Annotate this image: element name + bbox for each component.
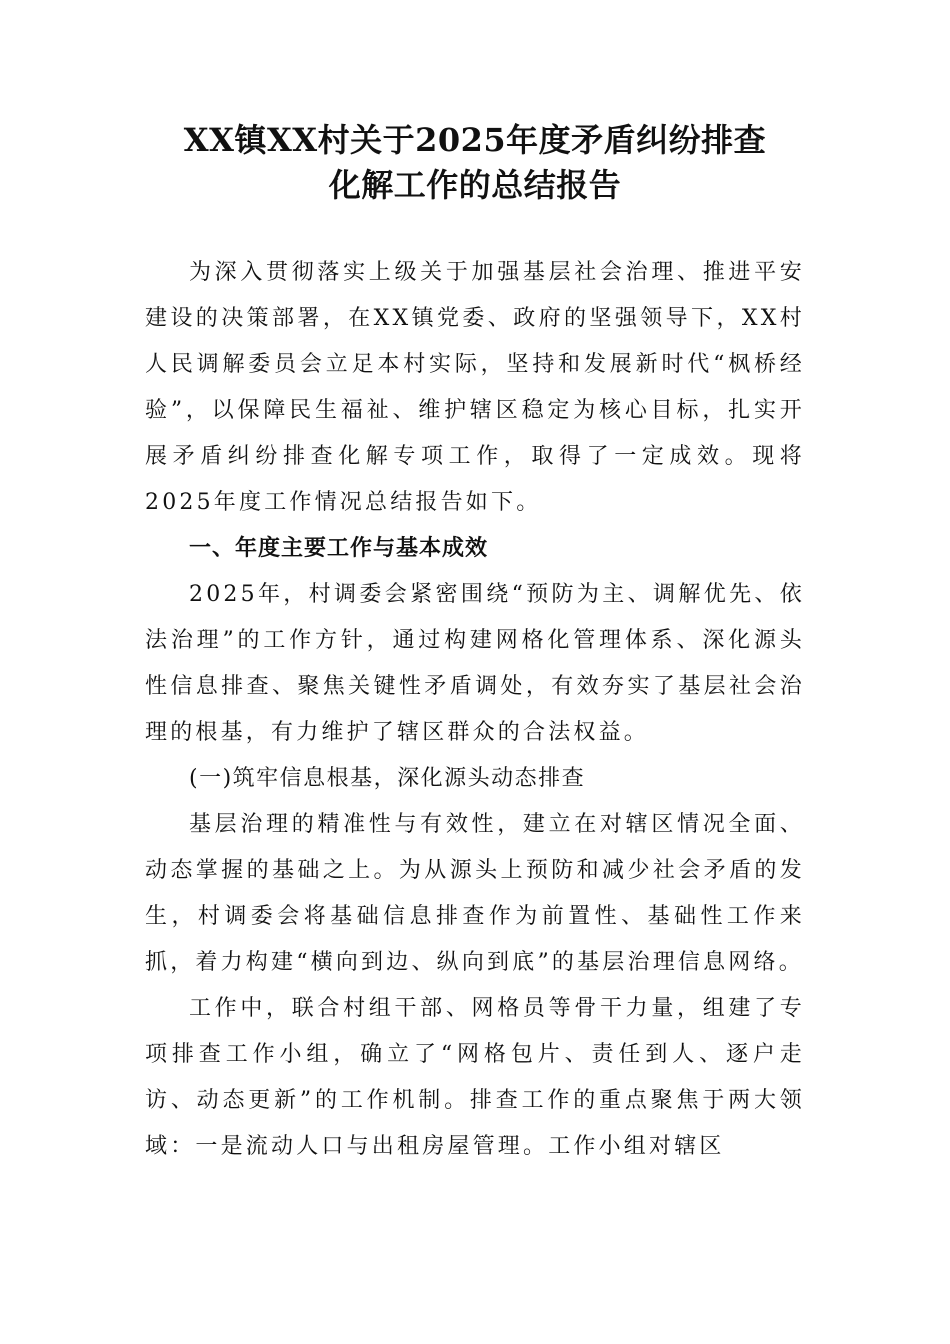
subsection-1-heading: (一)筑牢信息根基，深化源头动态排查 — [189, 766, 586, 791]
title-line-2: 化解工作的总结报告 — [328, 166, 622, 204]
title-line-1: XX镇XX村关于2025年度矛盾纠纷排查 — [183, 121, 767, 159]
document-title — [145, 118, 805, 208]
intro-paragraph: 为深入贯彻落实上级关于加强基层社会治理、推进平安建设的决策部署，在XX镇党委、政府的坚强领导下，XX村人民调解委员会立足本村实际，坚持和发展新时代“枫桥经验”，以保障民生福祉、维护辖区稳定为核心目标，扎实开展矛盾纠纷排查化解专项工作，取得了一定成效。现将2025年度工作情况总结报告如下。 — [145, 260, 805, 515]
section-1-heading: 一、年度主要工作与基本成效 — [189, 536, 489, 561]
document-body — [145, 250, 805, 1170]
subsection-1-paragraph-2: 工作中，联合村组干部、网格员等骨干力量，组建了专项排查工作小组，确立了“网格包片、责任到人、逐户走访、动态更新”的工作机制。排查工作的重点聚焦于两大领域：一是流动人口与出租房屋管理。工作小组对辖区 — [145, 996, 805, 1159]
section-1-paragraph: 2025年，村调委会紧密围绕“预防为主、调解优先、依法治理”的工作方针，通过构建网格化管理体系、深化源头性信息排查、聚焦关键性矛盾调处，有效夯实了基层社会治理的根基，有力维护了辖区群众的合法权益。 — [145, 582, 805, 745]
subsection-1-paragraph-1: 基层治理的精准性与有效性，建立在对辖区情况全面、动态掌握的基础之上。为从源头上预防和减少社会矛盾的发生，村调委会将基础信息排查作为前置性、基础性工作来抓，着力构建“横向到边、纵向到底”的基层治理信息网络。 — [145, 812, 805, 975]
